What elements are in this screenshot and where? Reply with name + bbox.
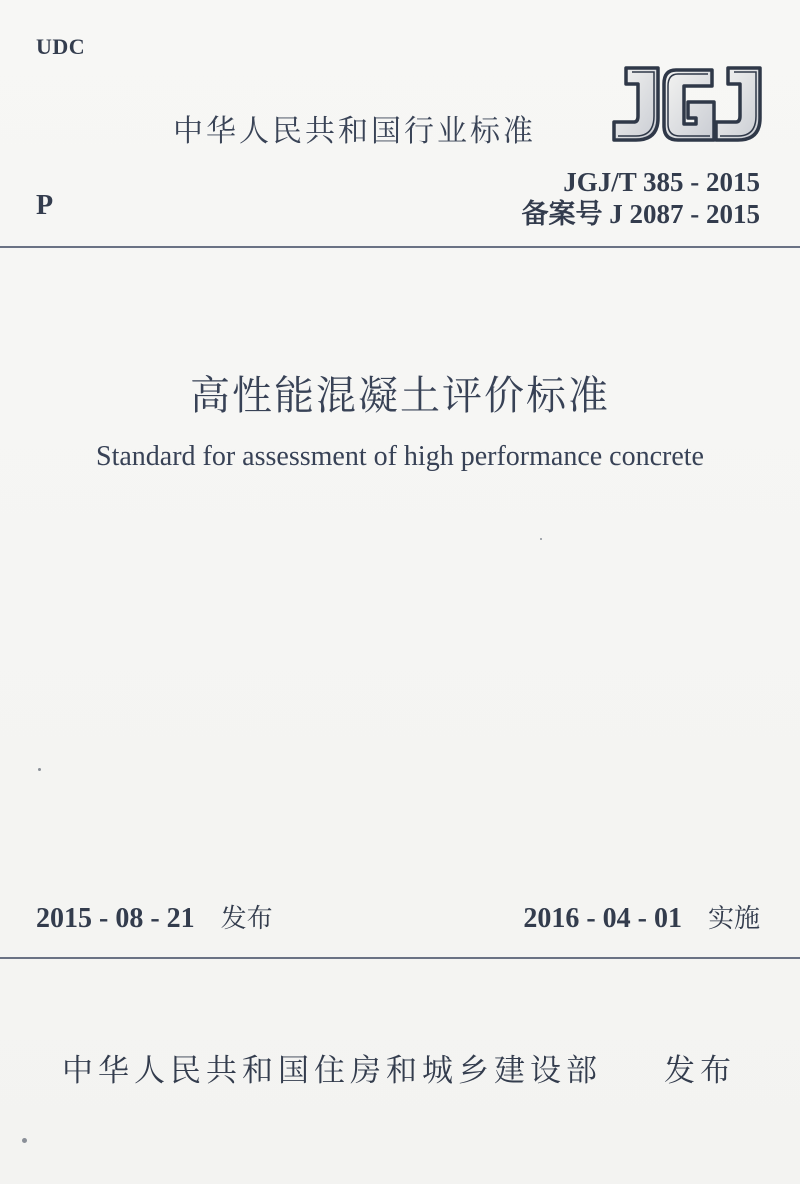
bottom-divider xyxy=(0,957,800,959)
issue-label: 发布 xyxy=(220,904,273,934)
effective-label: 实施 xyxy=(707,904,760,934)
record-number: 备案号 J 2087 - 2015 xyxy=(521,199,760,229)
udc-label: UDC xyxy=(36,34,86,59)
issue-date: 2015 - 08 - 21 xyxy=(36,903,195,934)
category-label: P xyxy=(36,190,54,221)
title-english: Standard for assessment of high performance concrete xyxy=(96,441,704,472)
top-divider xyxy=(0,246,800,248)
title-chinese: 高性能混凝土评价标准 xyxy=(190,373,610,419)
paper-speck xyxy=(38,768,41,771)
paper-speck xyxy=(22,1138,27,1143)
standard-number: JGJ/T 385 - 2015 xyxy=(563,167,760,197)
paper-speck xyxy=(540,538,542,540)
jgj-logo-icon xyxy=(606,64,764,146)
standard-type: 中华人民共和国行业标准 xyxy=(173,114,536,149)
dates-row xyxy=(36,898,760,938)
publisher-name: 中华人民共和国住房和城乡建设部 xyxy=(62,1053,602,1089)
issue-date-group xyxy=(36,898,273,935)
effective-date: 2016 - 04 - 01 xyxy=(523,903,682,934)
standard-number-block xyxy=(522,166,761,230)
effective-date-group xyxy=(523,898,760,935)
publish-label: 发布 xyxy=(664,1053,736,1089)
